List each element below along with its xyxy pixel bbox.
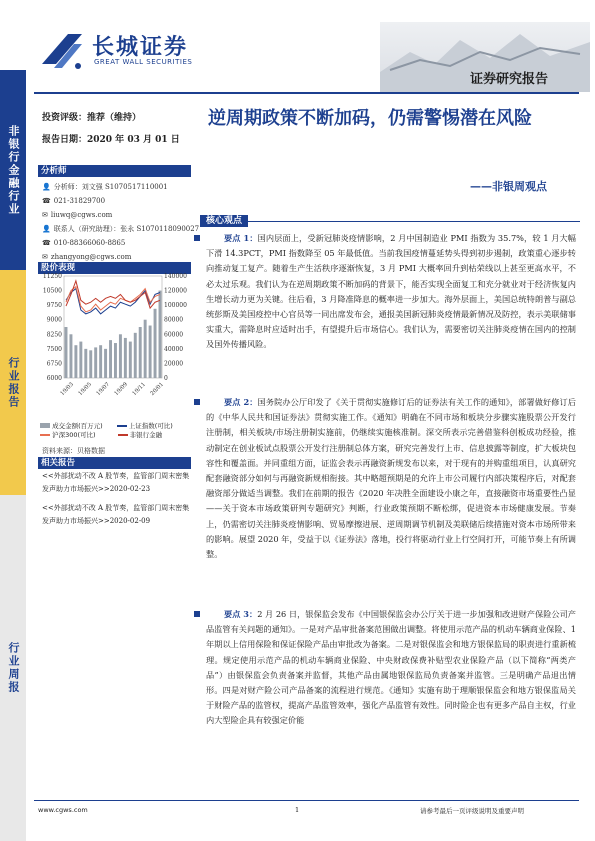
footer-website-link[interactable]: www.cgws.com <box>38 806 88 814</box>
volume-bar <box>109 340 112 378</box>
x-tick-label: 20/01 <box>149 381 166 398</box>
volume-bar <box>94 347 97 378</box>
volume-bar <box>159 291 162 378</box>
y-left-tick-label: 10500 <box>42 287 62 295</box>
related-report-link[interactable]: <<外部扰动不改 A 股节奏，监管部门周末密集发声助力市场振兴>>2020-02-09 <box>42 504 190 525</box>
y-left-tick-label: 11250 <box>42 273 62 280</box>
company-logo <box>38 30 86 70</box>
analyst-line[interactable]: ✉ zhangyong@cgws.com <box>42 250 199 264</box>
chart-source: 资料来源：贝格数据 <box>42 447 105 455</box>
volume-bar <box>84 349 87 378</box>
y-right-tick-label: 80000 <box>164 316 184 324</box>
side-stripe <box>0 70 26 841</box>
volume-bar <box>149 326 152 378</box>
analyst-line[interactable]: ✉ liuwq@cgws.com <box>42 208 199 222</box>
y-right-tick-label: 120000 <box>164 287 187 295</box>
y-left-tick-label: 7500 <box>46 345 62 353</box>
stripe-industry: 非银行金融行业 <box>0 70 26 270</box>
analyst-line: 👤 分析师：刘文强 S1070517110001 <box>42 180 199 194</box>
mail-icon: ✉ <box>42 253 48 261</box>
stock-performance-chart <box>38 270 190 410</box>
stripe-report-freq: 行业周报 <box>0 495 26 841</box>
y-left-tick-label: 9000 <box>46 316 62 324</box>
y-right-tick-label: 60000 <box>164 331 184 339</box>
logo-english-name: GREAT WALL SECURITIES <box>94 58 193 66</box>
page-number: 1 <box>295 806 300 814</box>
x-tick-label: 19/09 <box>113 381 130 398</box>
x-tick-label: 19/03 <box>59 381 76 398</box>
logo-chinese-name: 长城证券 <box>92 34 189 60</box>
y-left-tick-label: 6750 <box>46 360 62 368</box>
volume-bar <box>65 327 68 378</box>
volume-bar <box>129 342 132 378</box>
volume-bar <box>144 320 147 378</box>
key-point-paragraph: 要点 1：国内层面上，受新冠肺炎疫情影响，2 月中国制造业 PMI 指数为 35.7%，较 1 月大幅下滑 14.3PCT，PMI 指数降至 05 年最低值。当前我国疫情蔓延势头得到初步遏制，政策重心逐步转向推动复工复产。随着生产生活秩序逐渐恢复，3 月 PMI 大概率回升到枯荣线以上甚至更高水平，不必太过乐观。我们认为在逆周期政策不断加码的背景下，能否实现全面复工和充分就业对于经济恢复内生增长动力更为关键。往后看，3 月降准降息的概率进一步加大。海外层面上，美国总统特朗普与副总统彭斯及美国疫控中心官员等一同出席发布会，通报美国新冠肺炎疫情最新情况及防控，表示美联储事实重大，需降息时应适时出手，有望提升后市场信心。我们认为，需要密切关注肺炎疫情在国内的控制及国外传播风险。 <box>206 231 576 353</box>
x-tick-label: 19/11 <box>131 381 148 398</box>
y-right-tick-label: 140000 <box>164 273 187 280</box>
report-subtitle: ——非银周观点 <box>470 180 547 193</box>
volume-bar <box>99 345 102 378</box>
volume-bar <box>89 350 92 378</box>
core-views-header: 核心观点 <box>200 208 580 222</box>
analyst-line: ☎ 021-31829700 <box>42 194 199 208</box>
legend-item: 上证指数(可比) <box>117 422 173 431</box>
square-bullet-icon <box>194 235 200 241</box>
footer-divider <box>34 800 579 801</box>
volume-bar <box>69 334 72 378</box>
y-left-tick-label: 9750 <box>46 302 62 310</box>
chart-legend <box>40 422 173 440</box>
volume-bar <box>119 334 122 378</box>
y-right-tick-label: 100000 <box>164 302 187 310</box>
analyst-list <box>42 180 199 264</box>
legend-item: 成交金额(百万元) <box>40 422 103 431</box>
y-right-tick-label: 40000 <box>164 345 184 353</box>
legend-item: 沪深300(可比) <box>40 431 96 440</box>
y-left-tick-label: 6000 <box>46 375 62 382</box>
y-right-tick-label: 0 <box>164 375 168 382</box>
related-reports-header: 相关报告 <box>38 457 191 469</box>
stripe-report-kind: 行业报告 <box>0 270 26 495</box>
square-bullet-icon <box>194 399 200 405</box>
key-point-paragraph: 要点 3：2 月 26 日，银保监会发布《中国银保监会办公厅关于进一步加强和改进财产保险公司产品监管有关问题的通知》。一是对产品审批备案范围做出调整。将使用示范产品的机动车辆商业保险、1 年期以上信用保险和保证保险产品由审批改为备案。二是对银保监会和地方银保监局的职责进行重新梳理。规定使用示范产品的机动车辆商业保险、中央财政保费补贴型农业保险产品（以下简称“两类产品”）由银保监会负责备案并监督，其他产品由属地银保监局负责备案并监管。三是明确产品退出情形。四是对财产险公司产品备案的流程进行规范。《通知》实施有助于理顺银保监会和地方银保监局关于财险产品的监管权，提高产品监管效率，强化产品监管有效性。同时险企也有更多产品自主权，行业内大型险企具有较强定价能 <box>206 607 576 729</box>
square-bullet-icon <box>194 611 200 617</box>
legend-item: 非银行金融 <box>118 431 163 440</box>
volume-bar <box>104 349 107 378</box>
investment-rating: 投资评级：推荐（维持） <box>42 113 142 123</box>
key-point-paragraph: 要点 2：国务院办公厅印发了《关于贯彻实施修订后的证券法有关工作的通知》，部署做好修订后的《中华人民共和国证券法》贯彻实施工作。《通知》明确在不同市场和板块分步骤实施股票公开发行注册制，相关板块/市场注册制实施前，仍继续实施核准制。深交所表示完善借鉴科创板成功经验，推动制定在创业板试点股票公开发行注册制总体方案，研究完善发行上市、信息披露等制度，扩大板块包容性和覆盖面。并同重组方面，证监会表示再融资新规发布以来，对于现有的并购重组项目，认真研究配套融资部分如何与再融资新规相衔接。其中略超预期是的允许上市公司履行内部决策程序后，对配套融资部分做适当调整。我们在前期的报告《2020 年决胜全面建设小康之年，直接融资市场重要性凸显——关于资本市场政策研判专题研究》判断，行业政策预期不断松绑，促进资本市场健康发展。节奏上，仍需密切关注肺炎疫情影响、贸易摩擦进展、逆周期调节机制及美联储后续措施对资本市场所带来的影响。展望 2020 年，受益于以《证券法》落地，投行将驱动行业上行空间打开，可能节奏上有所调整。 <box>206 395 576 562</box>
volume-bar <box>74 345 77 378</box>
report-type-label: 证券研究报告 <box>470 72 549 87</box>
volume-bar <box>154 309 157 378</box>
report-title: 逆周期政策不断加码，仍需警惕潜在风险 <box>208 108 532 129</box>
volume-bar <box>139 327 142 378</box>
phone-icon: ☎ <box>42 197 51 205</box>
report-date: 报告日期：2020 年 03 月 01 日 <box>42 135 180 145</box>
mail-icon: ✉ <box>42 211 48 219</box>
related-report-link[interactable]: <<外部扰动不改 A 股节奏，监管部门周末密集发声助力市场振兴>>2020-02-23 <box>42 472 190 493</box>
y-left-tick-label: 8250 <box>46 331 62 339</box>
person-icon: 👤 <box>42 225 51 233</box>
chart-section-header: 股价表现 <box>38 262 191 274</box>
analyst-section-header: 分析师 <box>38 165 191 177</box>
related-reports-list <box>42 470 190 528</box>
person-icon: 👤 <box>42 183 51 191</box>
analyst-line: 👤 联系人（研究助理）：张永 S1070118090027 <box>42 222 199 236</box>
volume-bar <box>134 333 137 378</box>
x-tick-label: 19/05 <box>77 381 94 398</box>
volume-bar <box>124 338 127 378</box>
x-tick-label: 19/07 <box>95 381 112 398</box>
volume-bar <box>114 343 117 378</box>
volume-bar <box>79 342 82 378</box>
phone-icon: ☎ <box>42 239 51 247</box>
footer-disclaimer: 请参考最后一页评级说明及重要声明 <box>420 807 524 815</box>
analyst-line: ☎ 010-88366060-8865 <box>42 236 199 250</box>
header-divider <box>34 92 579 94</box>
y-right-tick-label: 20000 <box>164 360 184 368</box>
